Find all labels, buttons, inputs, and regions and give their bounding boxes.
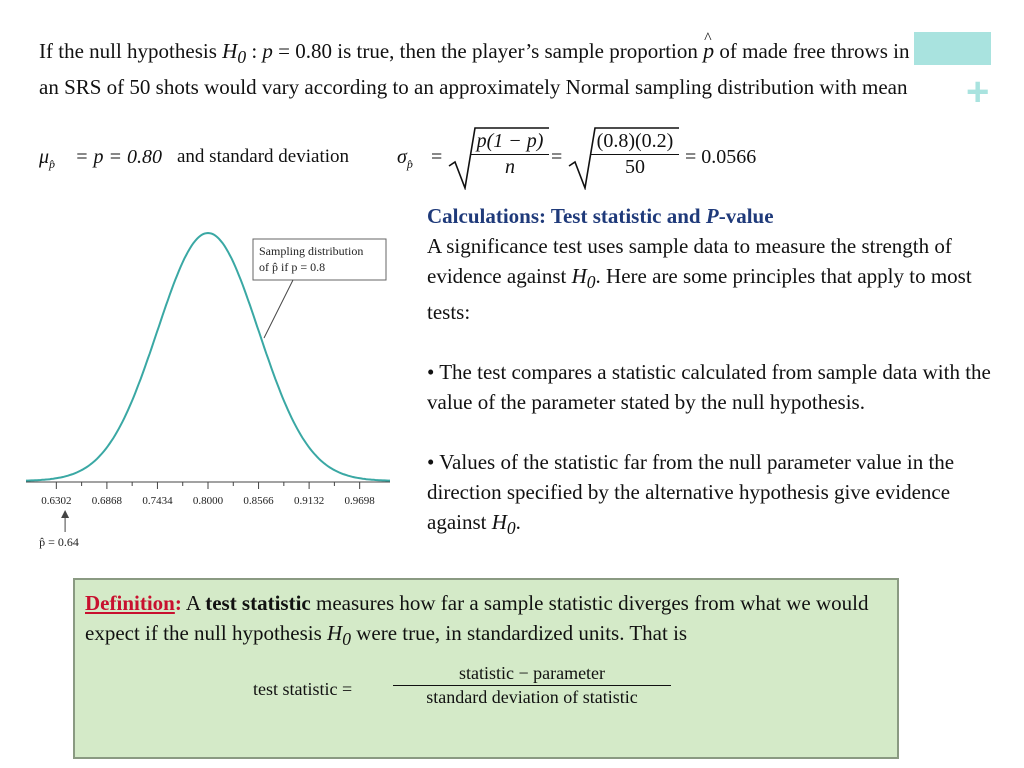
intro-text: : — [246, 39, 263, 63]
annotation-line-2: of p̂ if p = 0.8 — [259, 260, 326, 274]
sigma-subscript: p̂ — [406, 157, 413, 171]
definition-text: Definition: A test statistic measures how far a sample statistic diverges from what we would expect if the null hypothesis $H_0$ were true, in standardized units. That is — [85, 591, 869, 650]
plus-icon: + — [966, 70, 990, 114]
p-hat-symbol: ^ p — [703, 36, 714, 66]
bullet-1: • The test compares a statistic calculated from sample data with the value of the parameter stated by the null hypothesis. — [427, 360, 991, 415]
mean-expression: = p = 0.80 — [75, 146, 162, 168]
equals-sign: = — [551, 146, 563, 168]
axis-ticks — [41, 482, 375, 507]
annotation-pointer — [264, 280, 293, 338]
tick-label-3: 0.8000 — [192, 495, 224, 507]
sampling-distribution-chart — [26, 220, 396, 560]
tick-label-4: 0.8566 — [243, 495, 274, 507]
mu-subscript: p̂ — [49, 157, 56, 171]
sigma-symbol: σ — [397, 146, 407, 168]
fraction-1 — [471, 130, 549, 179]
marker-label: p̂ = 0.64 — [39, 535, 79, 549]
and-sd-text: and standard deviation — [177, 146, 350, 167]
bullet-2: • Values of the statistic far from the null parameter value in the direction specified by the alternative hypothesis give evidence against $H_0$. — [427, 450, 955, 539]
tick-label-5: 0.9132 — [293, 495, 325, 507]
definition-label: Definition — [85, 591, 175, 615]
formula-denominator: standard deviation of statistic — [426, 687, 638, 707]
intro-text: of made free throws in an SRS of 50 shots would vary according to an approximately Normal sampling distribution with mean — [39, 39, 910, 100]
formula-numerator: statistic − parameter — [458, 663, 606, 683]
fraction-1-numerator: p(1 − p) — [476, 130, 544, 152]
intro-text: If the null hypothesis — [39, 39, 223, 63]
sd-result: = 0.0566 — [685, 146, 757, 168]
test-statistic-section — [427, 201, 997, 543]
definition-colon: : — [174, 591, 182, 615]
tick-label-6: 0.9698 — [344, 495, 375, 507]
intro-paragraph — [39, 36, 919, 102]
p-symbol: p — [262, 39, 273, 63]
intro-principles: A significance test uses sample data to measure the strength of evidence against $H_0$. Here are some principles that apply to most tests: — [427, 234, 972, 325]
mu-symbol: μ — [39, 146, 50, 168]
annotation-line-1: Sampling distribution — [259, 244, 364, 258]
formula-fraction — [393, 663, 671, 708]
section-heading: Calculations: Test statistic and P-value — [427, 204, 774, 228]
fraction-2-denominator: 50 — [625, 156, 645, 178]
intro-text: = 0.80 is true, then the player’s sample proportion — [272, 39, 704, 63]
null-h: H — [222, 39, 238, 63]
fraction-1-denominator: n — [505, 156, 515, 178]
definition-box — [73, 578, 899, 759]
equals-sign: = — [431, 146, 443, 168]
tick-label-1: 0.6868 — [91, 495, 123, 507]
accent-bar — [914, 32, 991, 65]
fraction-2-numerator: (0.8)(0.2) — [596, 130, 674, 152]
marker-arrowhead — [61, 510, 69, 518]
fraction-2 — [591, 130, 679, 179]
tick-label-0: 0.6302 — [41, 495, 72, 507]
definition-term: test statistic — [205, 591, 311, 615]
formula-lhs: test statistic = — [253, 679, 353, 699]
null-h-sub: 0 — [237, 47, 247, 68]
tick-label-2: 0.7434 — [142, 495, 173, 507]
